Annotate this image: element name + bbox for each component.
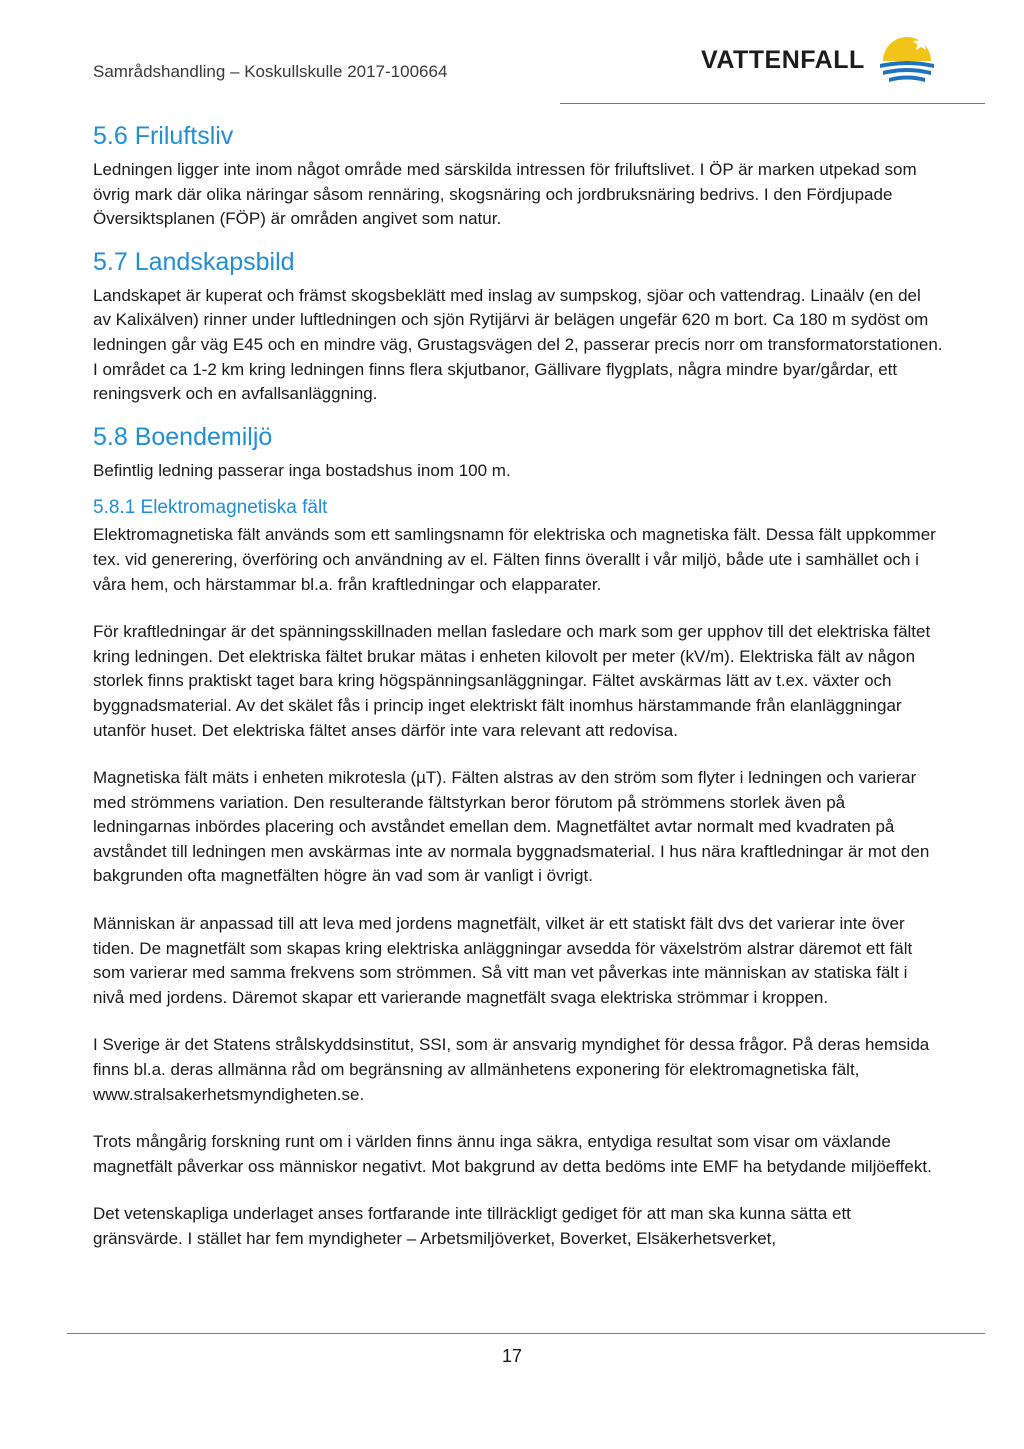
header-divider: [560, 103, 985, 104]
paragraph: Magnetiska fält mäts i enheten mikrotesla (µT). Fälten alstras av den ström som flyter i ledningen och varierar med strömmens variation. Den resulterande fältstyrkan beror förutom på strömmens storlek även på ledningarnas inbördes placering och avståndet emellan dem. Magnetfältet avtar normalt med kvadraten på avståndet till ledningen men avskärmas inte av normala byggnadsmaterial. I hus nära kraftledningar är mot den bakgrunden ofta magnetfälten högre än vad som är vanligt i övrigt.: [93, 768, 930, 886]
page-number: 17: [501, 1346, 523, 1366]
footer-divider: [67, 1333, 985, 1334]
paragraph: Befintlig ledning passerar inga bostadshus inom 100 m.: [93, 460, 511, 480]
paragraph: Ledningen ligger inte inom något område med särskilda intressen för friluftslivet. I ÖP är marken utpekad som övrig mark där olika näringar såsom rennäring, skogsnäring och jordbruksnäring bedrivs. I den Fördjupade Översiktsplanen (FÖP) är områden angivet som natur.: [93, 160, 917, 229]
vattenfall-logo: [701, 30, 961, 90]
logo-wordmark: VATTENFALL: [701, 45, 865, 74]
paragraph: Trots mångårig forskning runt om i världen finns ännu inga säkra, entydiga resultat som visar om växlande magnetfält påverkar oss människor negativt. Mot bakgrund av detta bedöms inte EMF ha betydande miljöeffekt.: [93, 1132, 932, 1176]
section-heading-boendemiljo: 5.8 Boendemiljö: [93, 422, 273, 451]
paragraph: Människan är anpassad till att leva med jordens magnetfält, vilket är ett statiskt fält dvs det varierar inte över tiden. De magnetfält som skapas kring elektriska anläggningar avsedda för växelström alstrar däremot ett fält som varierar med samma frekvens som strömmen. Så vitt man vet påverkas inte människan av statiska fält i nivå med jordens. Däremot skapar ett varierande magnetfält svaga elektriska strömmar i kroppen.: [93, 914, 913, 1007]
paragraph: Elektromagnetiska fält används som ett samlingsnamn för elektriska och magnetiska fält. Dessa fält uppkommer tex. vid generering, överföring och användning av el. Fälten finns överallt i vår miljö, både ute i samhället och i våra hem, och härstammar bl.a. från kraftledningar och elapparater.: [93, 525, 936, 594]
section-heading-friluftsliv: 5.6 Friluftsliv: [93, 122, 234, 150]
paragraph: I Sverige är det Statens strålskyddsinstitut, SSI, som är ansvarig myndighet för dessa frågor. På deras hemsida finns bl.a. deras allmänna råd om begränsning av allmänhetens exponering för elektromagnetiska fält, www.stralsakerhetsmyndigheten.se.: [93, 1035, 930, 1104]
paragraph: Det vetenskapliga underlaget anses fortfarande inte tillräckligt gediget för att man ska kunna sätta ett gränsvärde. I stället har fem myndigheter – Arbetsmiljöverket, Boverket, Elsäkerhetsverket,: [93, 1204, 851, 1248]
paragraph: Landskapet är kuperat och främst skogsbeklätt med inslag av sumpskog, sjöar och vattendrag. Linaälv (en del av Kalixälven) rinner under luftledningen och sjön Rytijärvi är belägen ungefär 620 m bort. Ca 180 m sydöst om ledningen går väg E45 och en mindre väg, Grustagsvägen del 2, passerar precis norr om transformatorstationen. I området ca 1-2 km kring ledningen finns flera skjutbanor, Gällivare flygplats, några mindre byar/gårdar, ett reningsverk och en avfallsanläggning.: [93, 285, 943, 404]
section-heading-landskapsbild: 5.7 Landskapsbild: [93, 247, 295, 276]
vattenfall-sun-logo-icon: [877, 31, 937, 89]
paragraph: För kraftledningar är det spänningsskillnaden mellan fasledare och mark som ger upphov till det elektriska fältet kring ledningen. Det elektriska fältet brukar mätas i enheten kilovolt per meter (kV/m). Elektriska fält av någon storlek finns praktiskt taget bara kring högspänningsanläggningar. Fältet avskärmas lätt av t.ex. växter och byggnadsmaterial. Av det skälet fås i princip inget elektriskt fält inomhus härstammande från elanläggningar utanför huset. Det elektriska fältet anses därför inte vara relevant att redovisa.: [93, 622, 931, 740]
subsection-heading-elektromagnetiska-falt: 5.8.1 Elektromagnetiska fält: [93, 497, 328, 519]
document-header-title: Samrådshandling – Koskullskulle 2017-100664: [93, 62, 448, 81]
document-body: [93, 120, 943, 1252]
